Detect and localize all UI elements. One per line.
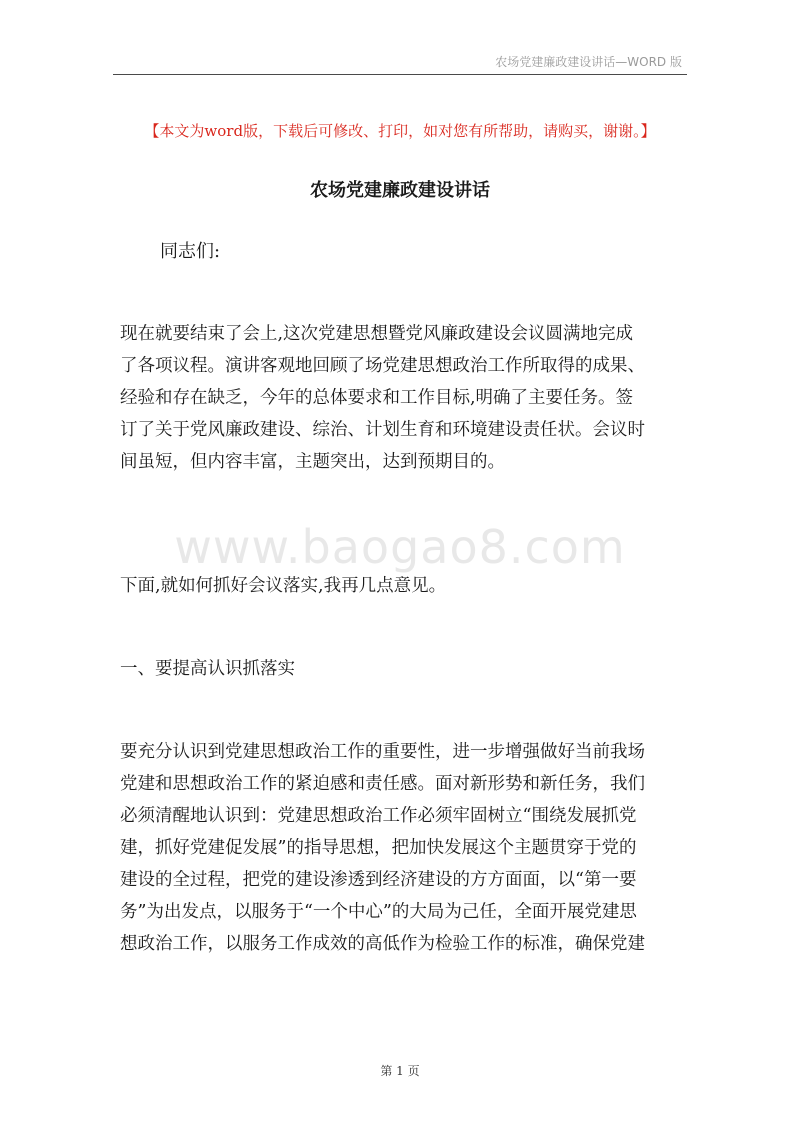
text-line: 了各项议程。演讲客观地回顾了场党建思想政治工作所取得的成果、 xyxy=(120,356,645,376)
section-heading-text: 一、要提高认识抓落实 xyxy=(120,659,295,679)
watermark-text: www.baogao8.com xyxy=(174,520,626,574)
text-line: 要充分认识到党建思想政治工作的重要性，进一步增强做好当前我场 xyxy=(120,742,645,762)
text-line: 务”为出发点，以服务于“一个中心”的大局为己任，全面开展党建思 xyxy=(120,902,637,922)
text-line: 经验和存在缺乏，今年的总体要求和工作目标,明确了主要任务。签 xyxy=(120,388,634,408)
text-line: 间虽短，但内容丰富，主题突出，达到预期目的。 xyxy=(120,452,505,472)
purchase-notice: 【本文为word版，下载后可修改、打印，如对您有所帮助，请购买，谢谢。】 xyxy=(144,122,656,140)
text-line: 建设的全过程，把党的建设渗透到经济建设的方方面面，以“第一要 xyxy=(120,870,637,890)
section-heading-1 xyxy=(120,653,682,685)
paragraph-intro xyxy=(120,318,682,478)
text-line: 下面,就如何抓好会议落实,我再几点意见。 xyxy=(120,576,447,596)
text-line: 现在就要结束了会上,这次党建思想暨党风廉政建设会议圆满地完成 xyxy=(120,324,634,344)
header-divider xyxy=(113,74,687,75)
paragraph-section-1 xyxy=(120,736,682,960)
page-number: 第 1 页 xyxy=(380,1064,420,1078)
salutation: 同志们: xyxy=(160,241,221,262)
document-title: 农场党建廉政建设讲话 xyxy=(310,180,490,201)
text-line: 党建和思想政治工作的紧迫感和责任感。面对新形势和新任务，我们 xyxy=(120,774,645,794)
text-line: 必须清醒地认识到：党建思想政治工作必须牢固树立“围绕发展抓党 xyxy=(120,806,637,826)
text-line: 想政治工作，以服务工作成效的高低作为检验工作的标准，确保党建 xyxy=(120,934,645,954)
text-line: 建，抓好党建促发展”的指导思想，把加快发展这个主题贯穿于党的 xyxy=(120,838,637,858)
paragraph-transition xyxy=(120,570,682,602)
text-line: 订了关于党风廉政建设、综治、计划生育和环境建设责任状。会议时 xyxy=(120,420,645,440)
page-header-title: 农场党建廉政建设讲话—WORD 版 xyxy=(495,55,682,69)
